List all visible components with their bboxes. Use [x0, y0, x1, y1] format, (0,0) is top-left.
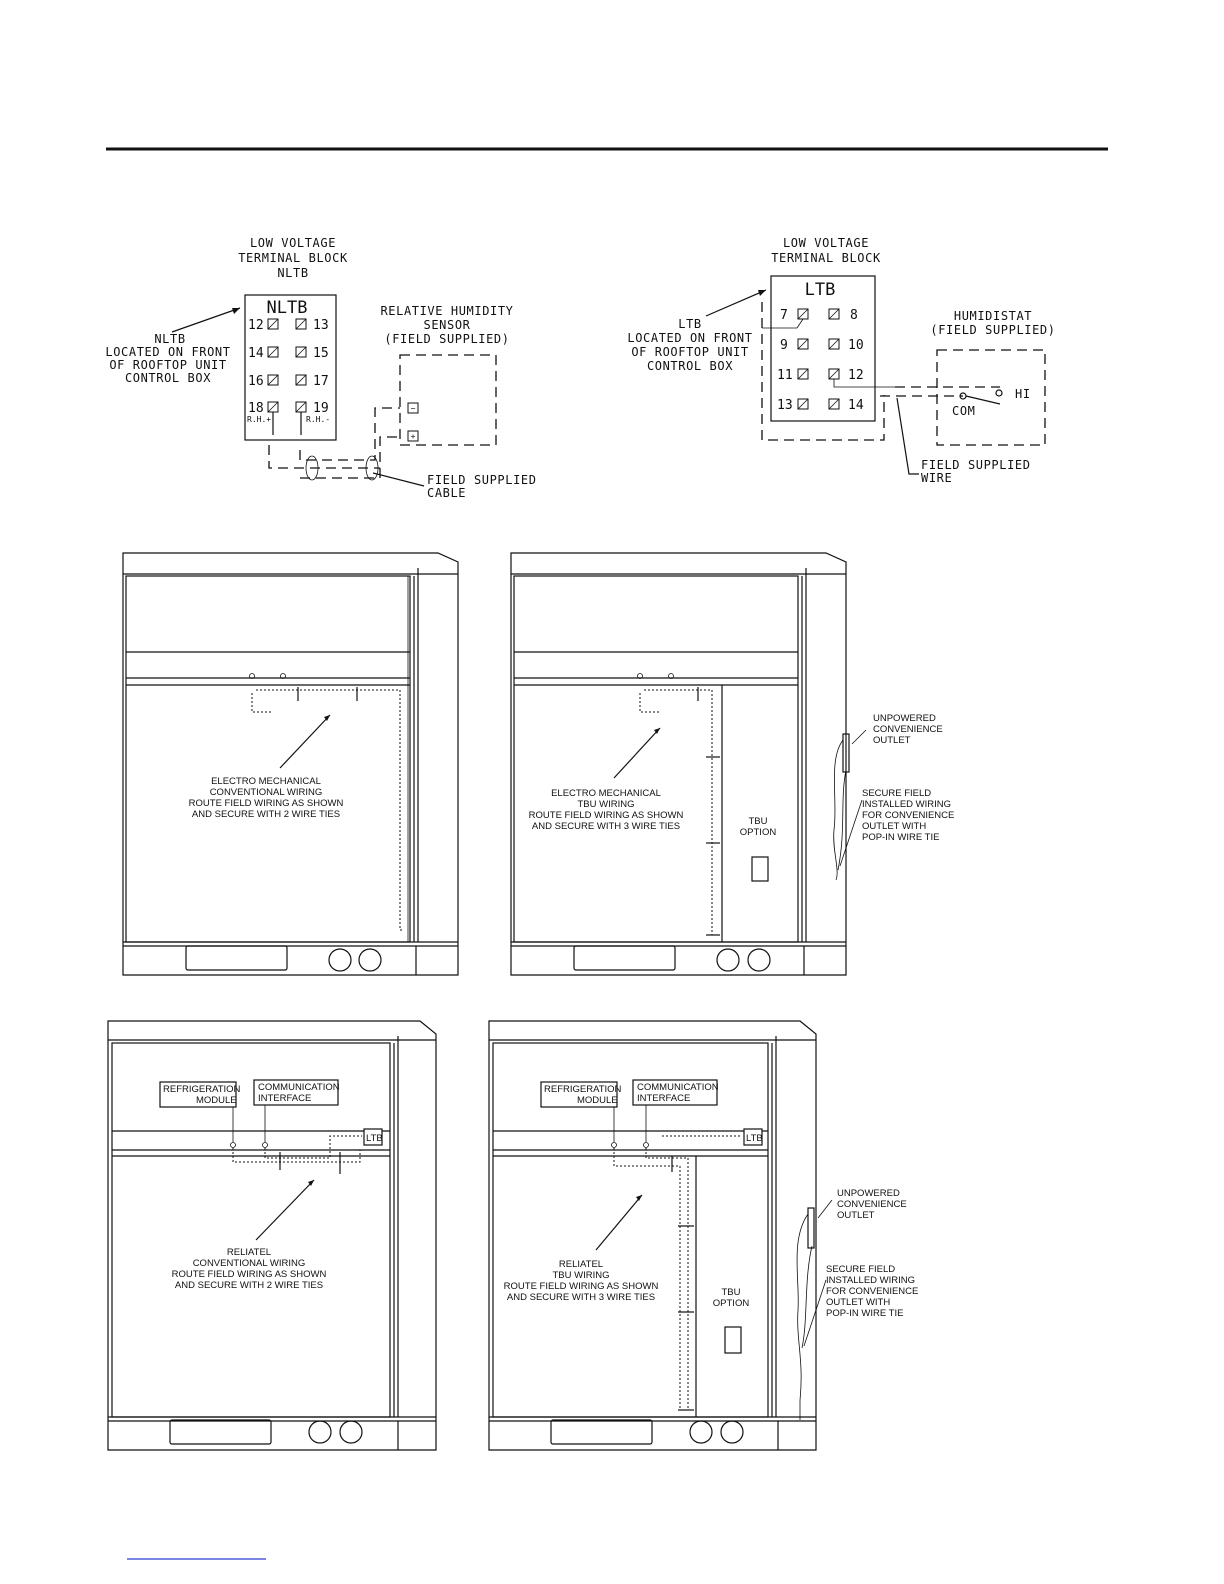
rt-secure-label-3: FOR CONVENIENCE — [826, 1286, 919, 1297]
em-outlet-label-1: UNPOWERED — [873, 713, 936, 724]
rt-tbu-label-2: TBU WIRING — [552, 1270, 610, 1281]
ltb-term-right: 12 — [848, 368, 864, 383]
rt-tbu-comm-2: INTERFACE — [637, 1093, 691, 1104]
humidistat-label-line1: HUMIDISTAT — [953, 309, 1033, 323]
hi-label: HI — [1015, 387, 1031, 401]
ltb-term-left: 11 — [777, 368, 793, 383]
rt-conv-comm-2: INTERFACE — [258, 1093, 312, 1104]
rt-tbu-label-3: ROUTE FIELD WIRING AS SHOWN — [503, 1281, 659, 1292]
ltb-term-left: 7 — [780, 308, 788, 323]
sensor-minus-glyph: − — [410, 404, 416, 413]
convenience-outlet-icon — [808, 1208, 814, 1248]
ltb-leader — [706, 290, 766, 316]
rt-secure-label-4: OUTLET WITH — [826, 1297, 891, 1308]
rt-conv-label-1: RELIATEL — [226, 1247, 272, 1258]
humidistat-label-line2: (FIELD SUPPLIED) — [930, 323, 1056, 337]
sensor-label-line3: (FIELD SUPPLIED) — [384, 332, 510, 346]
ltb-term-right: 8 — [850, 308, 858, 323]
rt-outlet-label-1: UNPOWERED — [837, 1188, 900, 1199]
em-tbu-label-2: TBU WIRING — [577, 799, 635, 810]
ltb-block-label: LTB — [804, 280, 836, 300]
rt-tbu-refrig-1: REFRIGERATION — [544, 1084, 622, 1095]
rt-tbu-comm-1: COMMUNICATION — [637, 1082, 719, 1093]
cable-label-line2: CABLE — [427, 486, 467, 500]
nltb-callout-line4: CONTROL BOX — [124, 371, 212, 385]
rt-tbu-ltb: LTB — [746, 1133, 763, 1144]
nltb-title-line2: TERMINAL BLOCK — [238, 251, 348, 265]
rt-conv-label-3: ROUTE FIELD WIRING AS SHOWN — [171, 1269, 327, 1280]
nltb-callout-line2: LOCATED ON FRONT — [105, 345, 231, 359]
ltb-term-left: 9 — [780, 338, 788, 353]
em-conv-label-3: ROUTE FIELD WIRING AS SHOWN — [188, 798, 344, 809]
ltb-callout-line1: LTB — [678, 317, 702, 331]
rh-minus-label: R.H.- — [306, 415, 331, 424]
nltb-diagram — [105, 236, 536, 500]
em-secure-label-4: OUTLET WITH — [862, 821, 927, 832]
rt-tbu-label-4: AND SECURE WITH 3 WIRE TIES — [506, 1292, 656, 1303]
nltb-block-label: NLTB — [266, 298, 308, 318]
nltb-leader — [172, 308, 240, 332]
em-tbu-label-1: ELECTRO MECHANICAL — [551, 788, 661, 799]
em-outlet-label-2: CONVENIENCE — [873, 724, 943, 735]
rt-outlet-label-3: OUTLET — [837, 1210, 875, 1221]
rt-conv-ltb: LTB — [366, 1133, 383, 1144]
ltb-callout-line2: LOCATED ON FRONT — [627, 331, 753, 345]
rt-outlet-label-2: CONVENIENCE — [837, 1199, 907, 1210]
nltb-term-right: 17 — [313, 374, 329, 389]
ltb-title-line2: TERMINAL BLOCK — [771, 251, 881, 265]
nltb-term-right: 13 — [313, 318, 329, 333]
unit-rt-tbu — [489, 1021, 918, 1450]
em-tbu-label-3: ROUTE FIELD WIRING AS SHOWN — [528, 810, 684, 821]
nltb-title-line3: NLTB — [277, 266, 309, 280]
em-secure-label-5: POP-IN WIRE TIE — [862, 832, 940, 843]
wire-label-line1: FIELD SUPPLIED — [921, 458, 1031, 472]
ltb-callout-line4: CONTROL BOX — [646, 359, 734, 373]
em-outlet-label-3: OUTLET — [873, 735, 911, 746]
sensor-plus-glyph: + — [410, 432, 416, 441]
nltb-callout-line1: NLTB — [154, 332, 186, 346]
nltb-term-right: 15 — [313, 346, 329, 361]
em-tbu-option-1: TBU — [748, 816, 768, 827]
cable-leader — [373, 473, 424, 486]
rt-tbu-option-2: OPTION — [712, 1298, 750, 1309]
unit-em-conventional — [123, 553, 458, 975]
em-secure-label-3: FOR CONVENIENCE — [862, 810, 955, 821]
cable-label-line1: FIELD SUPPLIED — [427, 473, 537, 487]
hi-contact — [996, 390, 1002, 396]
ltb-callout-line3: OF ROOFTOP UNIT — [631, 345, 749, 359]
rt-tbu-label-1: RELIATEL — [558, 1259, 604, 1270]
nltb-title-line1: LOW VOLTAGE — [249, 236, 337, 250]
ltb-title-line1: LOW VOLTAGE — [782, 236, 870, 250]
em-conv-label-1: ELECTRO MECHANICAL — [211, 776, 321, 787]
em-conv-label-4: AND SECURE WITH 2 WIRE TIES — [191, 809, 341, 820]
em-tbu-option-2: OPTION — [739, 827, 777, 838]
rt-tbu-refrig-2: MODULE — [577, 1095, 618, 1106]
rt-conv-label-4: AND SECURE WITH 2 WIRE TIES — [174, 1280, 324, 1291]
sensor-label-line2: SENSOR — [423, 318, 471, 332]
rt-conv-label-2: CONVENTIONAL WIRING — [192, 1258, 306, 1269]
sensor-label-line1: RELATIVE HUMIDITY — [380, 304, 514, 318]
unit-rt-conventional — [108, 1021, 436, 1450]
ltb-term-right: 10 — [848, 338, 864, 353]
rt-tbu-option-1: TBU — [721, 1287, 741, 1298]
switch-arm — [966, 396, 1000, 404]
rt-secure-label-2: INSTALLED WIRING — [826, 1275, 916, 1286]
em-conv-label-2: CONVENTIONAL WIRING — [209, 787, 323, 798]
field-cable-path — [269, 445, 380, 468]
rt-conv-refrig-2: MODULE — [196, 1095, 237, 1106]
nltb-term-left: 12 — [248, 318, 264, 333]
nltb-term-left: 16 — [248, 374, 264, 389]
rt-secure-label-5: POP-IN WIRE TIE — [826, 1308, 904, 1319]
ltb-term-left: 13 — [777, 398, 793, 413]
nltb-term-left: 14 — [248, 346, 264, 361]
wire-leader — [897, 398, 919, 474]
rt-conv-refrig-1: REFRIGERATION — [163, 1084, 241, 1095]
rt-secure-label-1: SECURE FIELD — [826, 1264, 896, 1275]
rh-plus-label: R.H.+ — [247, 415, 272, 424]
em-tbu-label-4: AND SECURE WITH 3 WIRE TIES — [531, 821, 681, 832]
nltb-term-right: 19 — [313, 401, 329, 416]
nltb-term-left: 18 — [248, 401, 264, 416]
unit-em-tbu — [511, 553, 954, 975]
em-secure-label-2: INSTALLED WIRING — [862, 799, 952, 810]
wire-label-line2: WIRE — [921, 471, 953, 485]
em-secure-label-1: SECURE FIELD — [862, 788, 932, 799]
ltb-diagram — [627, 236, 1055, 485]
rt-conv-comm-1: COMMUNICATION — [258, 1082, 340, 1093]
ltb-term-right: 14 — [848, 398, 864, 413]
com-label: COM — [952, 404, 976, 418]
nltb-callout-line3: OF ROOFTOP UNIT — [109, 358, 227, 372]
